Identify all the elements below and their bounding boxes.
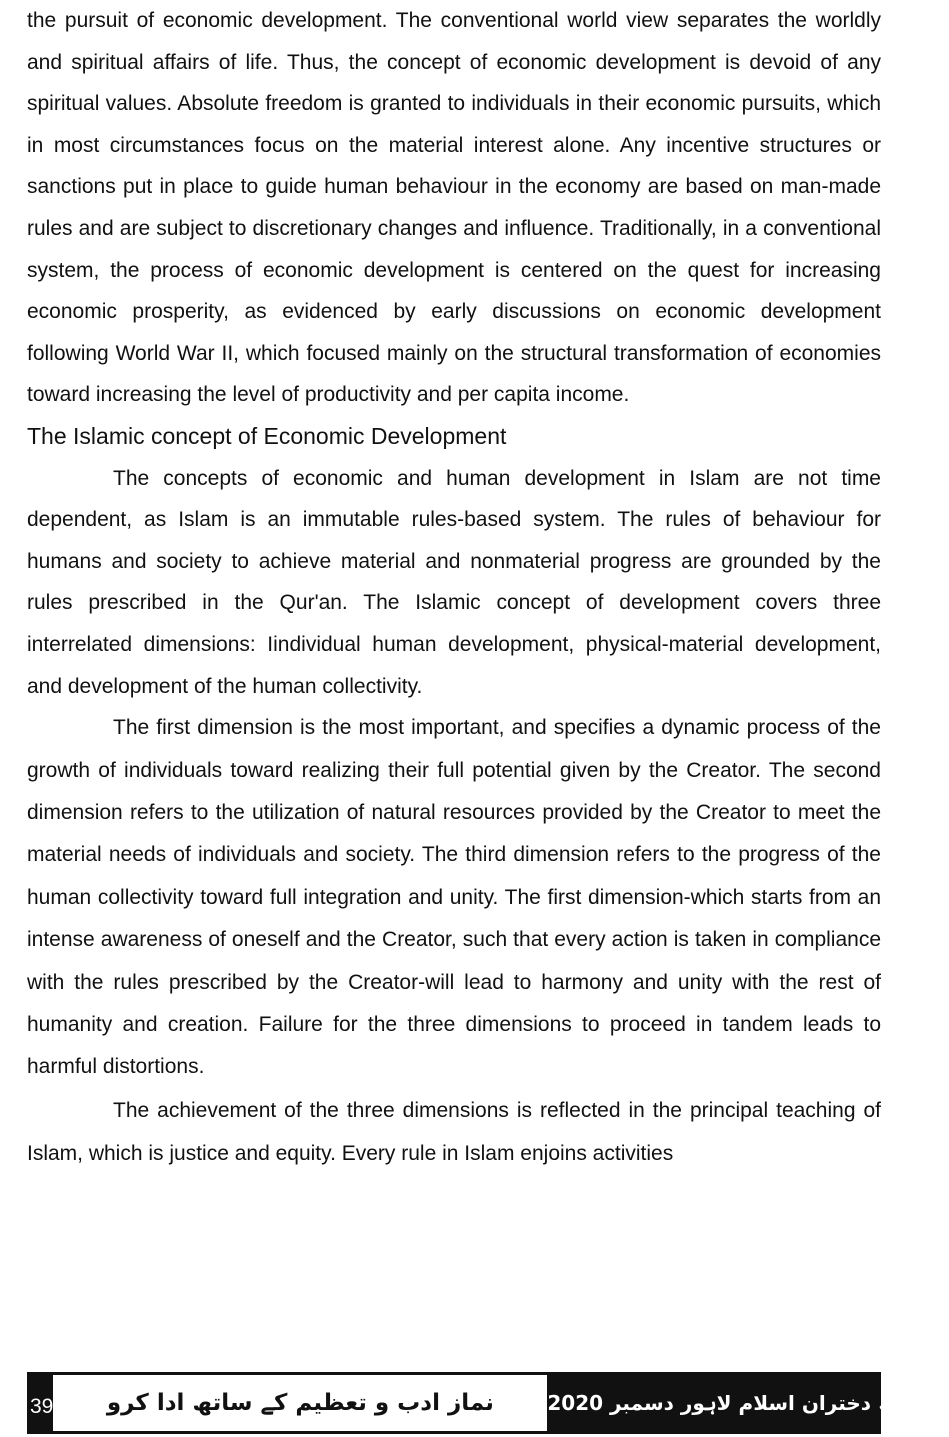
paragraph-concepts: The concepts of economic and human development in Islam are not time dependent, as Islam is an immutable rules-based system. The rules of behaviour for humans and society to achieve material and nonmaterial progress are grounded by the rules prescribed in the Qur'an. The Islamic concept of development covers three interrelated dimensions: Iindividual human development, physical-material development, and development of the human collectivity. xyxy=(27,466,881,698)
footer-motto: نماز ادب و تعظیم کے ساتھ ادا کرو xyxy=(53,1375,547,1431)
article-body xyxy=(27,0,881,1176)
footer-masthead: ماہنامہ دختران اسلام لاہور دسمبر 2020 xyxy=(547,1391,949,1415)
paragraph-first-dimension: The first dimension is the most important, and specifies a dynamic process of the growth of individuals toward realizing their full potential given by the Creator. The second dimension refers to the utilization of natural resources provided by the Creator to meet the material needs of individuals and society. The third dimension refers to the progress of the human collectivity toward full integration and unity. The first dimension-which starts from an intense awareness of oneself and the Creator, such that every action is taken in compliance with the rules prescribed by the Creator-will lead to harmony and unity with the rest of humanity and creation. Failure for the three dimensions to proceed in tandem leads to harmful distortions. xyxy=(27,716,881,1079)
paragraph-intro: the pursuit of economic development. The conventional world view separates the worldly and spiritual affairs of life. Thus, the concept of economic development is devoid of any spiritual values. Absolute freedom is granted to individuals in their economic pursuits, which in most circumstances focus on the material interest alone. Any incentive structures or sanctions put in place to guide human behaviour in the economy are based on man-made rules and are subject to discretionary changes and influence. Traditionally, in a conventional system, the process of economic development is centered on the quest for increasing economic prosperity, as evidenced by early discussions on economic development following World War II, which focused mainly on the structural transformation of economies toward increasing the level of productivity and per capita income. xyxy=(27,9,881,407)
page-footer xyxy=(27,1372,949,1434)
page-number: 39 xyxy=(30,1395,54,1418)
paragraph-achievement: The achievement of the three dimensions is reflected in the principal teaching of Islam, which is justice and equity. Every rule in Islam enjoins activities xyxy=(27,1098,881,1166)
section-heading: The Islamic concept of Economic Development xyxy=(27,422,507,449)
